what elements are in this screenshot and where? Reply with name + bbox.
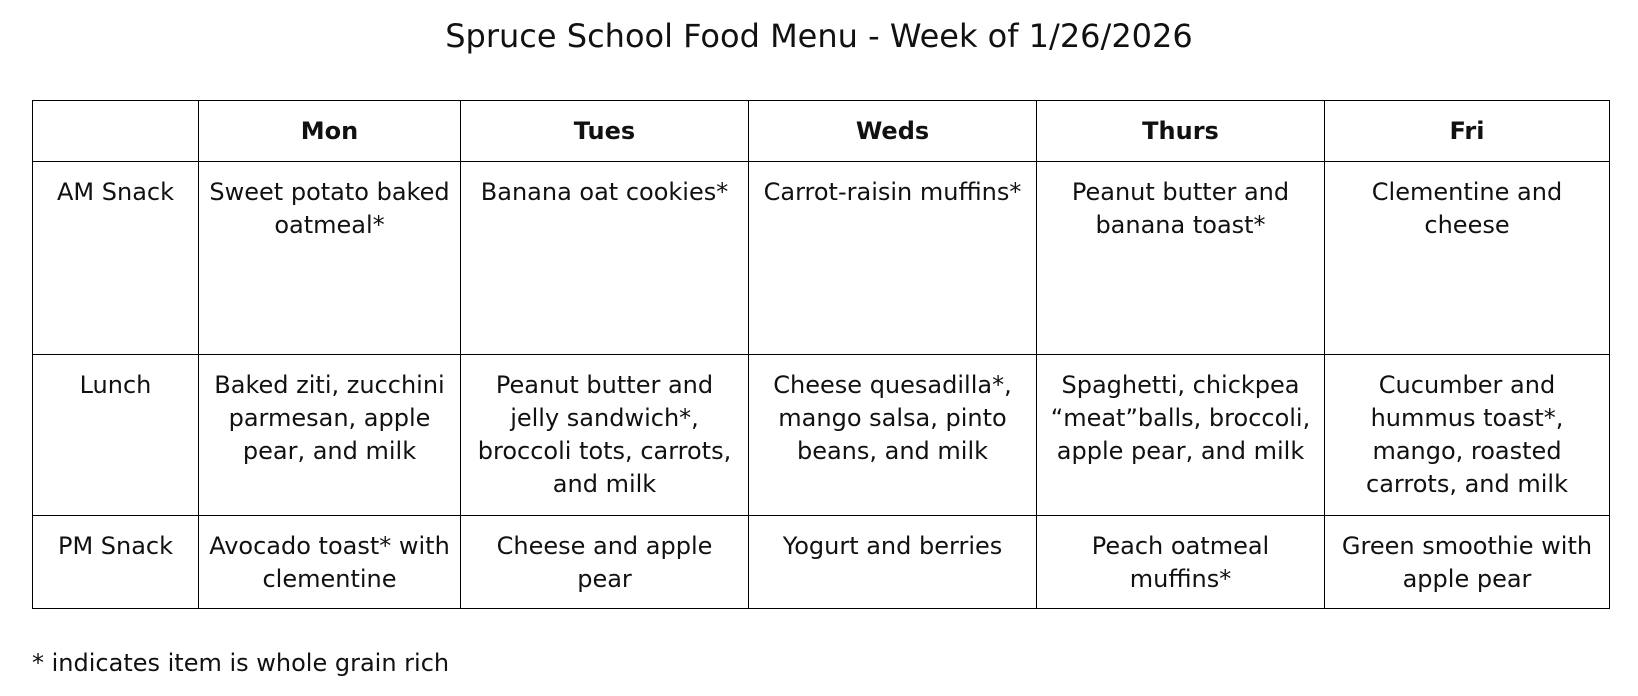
cell-am-snack-weds: Carrot-raisin muffins* <box>749 162 1037 355</box>
column-header-thurs: Thurs <box>1037 101 1325 162</box>
header-row <box>33 101 1610 162</box>
page-title: Spruce School Food Menu - Week of 1/26/2026 <box>445 17 1193 55</box>
cell-am-snack-fri: Clementine and cheese <box>1325 162 1610 355</box>
cell-pm-snack-mon: Avocado toast* with clementine <box>199 516 461 609</box>
column-header-tues: Tues <box>461 101 749 162</box>
cell-am-snack-tues: Banana oat cookies* <box>461 162 749 355</box>
menu-table <box>32 100 1610 609</box>
cell-pm-snack-fri: Green smoothie with apple pear <box>1325 516 1610 609</box>
row-label-am-snack: AM Snack <box>33 162 199 355</box>
column-header-mon: Mon <box>199 101 461 162</box>
cell-lunch-fri: Cucumber and hummus toast*, mango, roasted carrots, and milk <box>1325 355 1610 516</box>
cell-pm-snack-tues: Cheese and apple pear <box>461 516 749 609</box>
table-row-am-snack <box>33 162 1610 355</box>
cell-lunch-mon: Baked ziti, zucchini parmesan, apple pear, and milk <box>199 355 461 516</box>
cell-lunch-thurs: Spaghetti, chickpea “meat”balls, broccoli, apple pear, and milk <box>1037 355 1325 516</box>
cell-pm-snack-weds: Yogurt and berries <box>749 516 1037 609</box>
row-label-lunch: Lunch <box>33 355 199 516</box>
cell-lunch-tues: Peanut butter and jelly sandwich*, broccoli tots, carrots, and milk <box>461 355 749 516</box>
cell-lunch-weds: Cheese quesadilla*, mango salsa, pinto beans, and milk <box>749 355 1037 516</box>
column-header-weds: Weds <box>749 101 1037 162</box>
column-header-empty <box>33 101 199 162</box>
footnote: * indicates item is whole grain rich <box>32 649 450 677</box>
table-row-lunch <box>33 355 1610 516</box>
cell-am-snack-mon: Sweet potato baked oatmeal* <box>199 162 461 355</box>
column-header-fri: Fri <box>1325 101 1610 162</box>
table-row-pm-snack <box>33 516 1610 609</box>
cell-am-snack-thurs: Peanut butter and banana toast* <box>1037 162 1325 355</box>
row-label-pm-snack: PM Snack <box>33 516 199 609</box>
cell-pm-snack-thurs: Peach oatmeal muffins* <box>1037 516 1325 609</box>
